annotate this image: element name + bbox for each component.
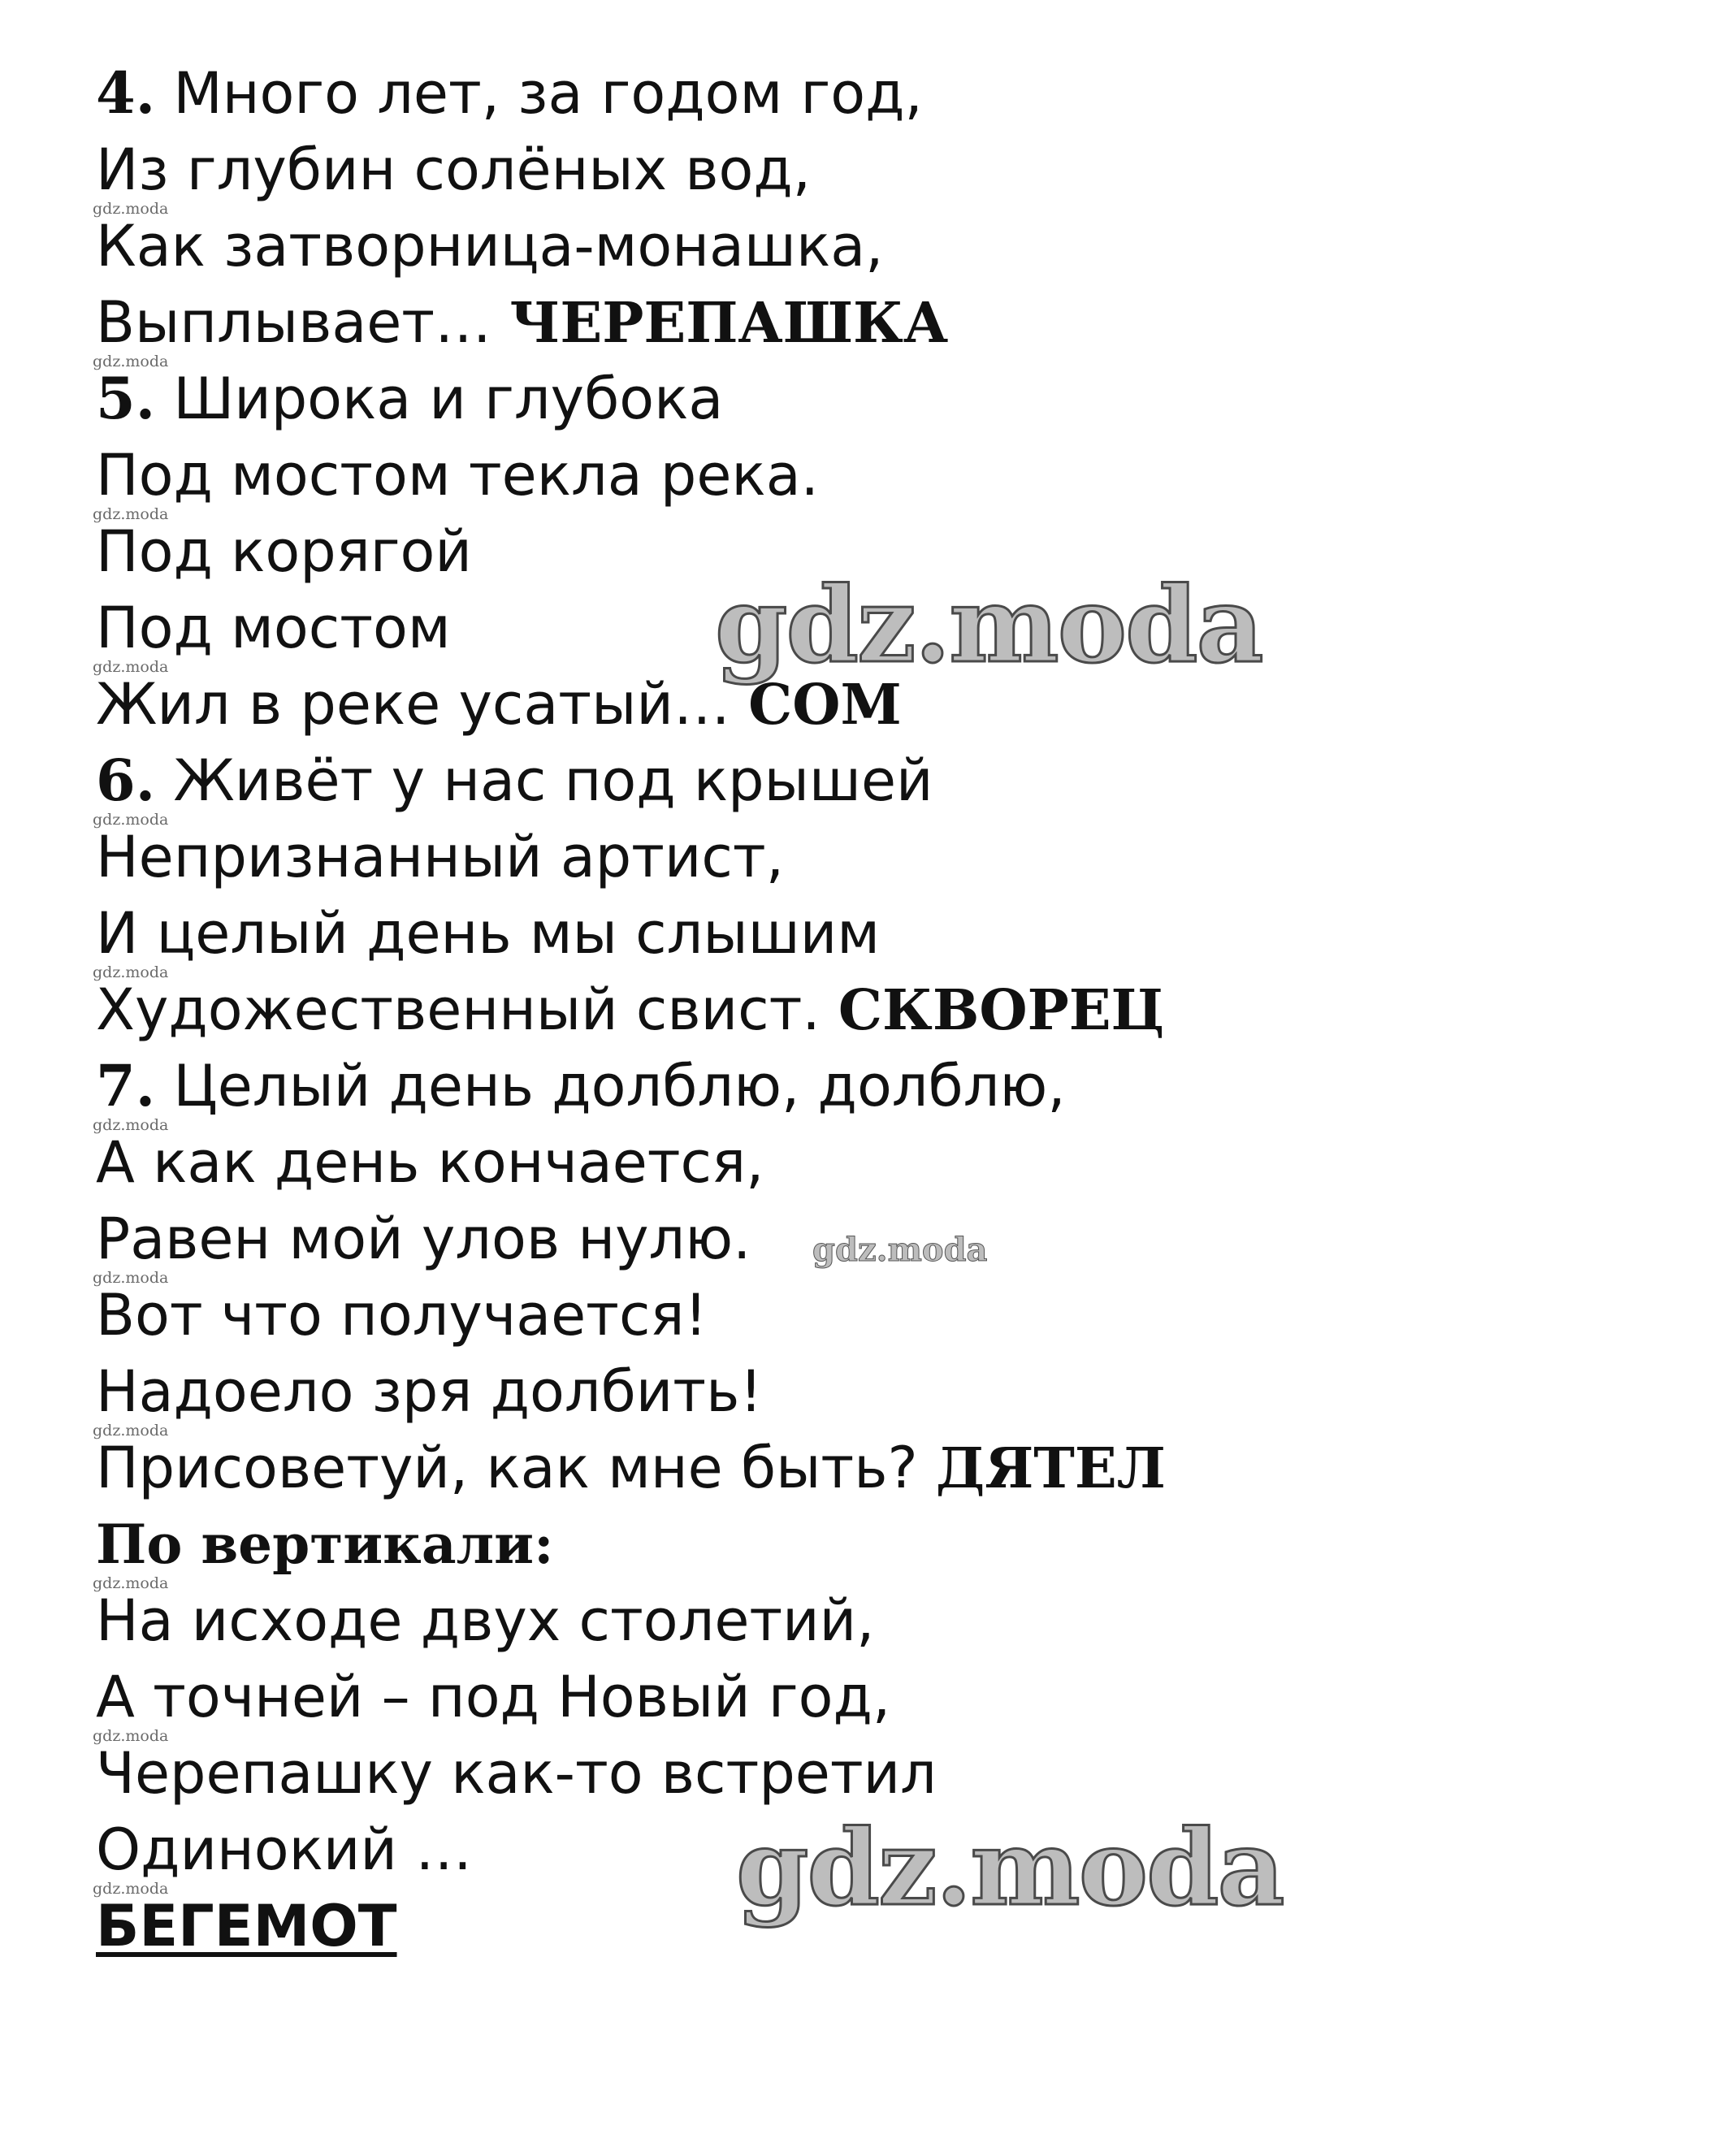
riddle-6-line-1: 6. Живёт у нас под крышей xyxy=(96,747,933,814)
watermark-small: gdz.moda xyxy=(93,1727,169,1745)
answer-dyatel: ДЯТЕЛ xyxy=(935,1436,1166,1501)
riddle-number: 5. xyxy=(96,365,156,432)
riddle-5-line-1: 5. Широка и глубока xyxy=(96,365,724,432)
riddle-number: 4. xyxy=(96,59,156,127)
riddle-4-line-3: Как затворница-монашка, xyxy=(96,213,884,279)
answer-skvorets: СКВОРЕЦ xyxy=(838,978,1165,1043)
riddle-4-line-1: 4. Много лет, за годом год, xyxy=(96,59,923,127)
riddle-5-line-5: Жил в реке усатый… СОМ xyxy=(96,671,902,738)
riddle-7-line-6: Присоветуй, как мне быть? ДЯТЕЛ xyxy=(96,1435,1166,1501)
watermark-small: gdz.moda xyxy=(93,963,169,981)
watermark-small: gdz.moda xyxy=(93,1116,169,1134)
watermark-large: gdz.moda xyxy=(715,565,1262,686)
riddle-number: 6. xyxy=(96,747,156,814)
watermark-small: gdz.moda xyxy=(93,1422,169,1439)
watermark-small: gdz.moda xyxy=(93,658,169,676)
riddle-7-line-1: 7. Целый день долблю, долблю, xyxy=(96,1052,1066,1119)
riddle-number: 7. xyxy=(96,1052,156,1119)
watermark-small: gdz.moda xyxy=(93,1880,169,1898)
vertical-line-3: Черепашку как-то встретил xyxy=(96,1740,937,1807)
riddle-5-line-4: Под мостом xyxy=(96,595,451,661)
vertical-line-4: Одинокий … xyxy=(96,1816,473,1883)
answer-som: СОМ xyxy=(748,673,902,738)
watermark-small: gdz.moda xyxy=(93,505,169,523)
watermark-small: gdz.moda xyxy=(93,353,169,370)
watermark-large: gdz.moda xyxy=(736,1807,1284,1929)
riddle-5-line-3: Под корягой xyxy=(96,518,472,585)
riddle-7-line-2: А как день кончается, xyxy=(96,1129,764,1196)
watermark-medium: gdz.moda xyxy=(812,1231,988,1269)
riddle-6-line-4: Художественный свист. СКВОРЕЦ xyxy=(96,976,1165,1043)
watermark-small: gdz.moda xyxy=(93,200,169,218)
riddle-6-line-3: И целый день мы слышим xyxy=(96,900,880,967)
vertical-line-2: А точней – под Новый год, xyxy=(96,1664,891,1730)
riddle-4-line-4: Выплывает… ЧЕРЕПАШКА xyxy=(96,289,949,356)
riddle-6-line-2: Непризнанный артист, xyxy=(96,824,784,890)
watermark-small: gdz.moda xyxy=(93,1574,169,1592)
watermark-small: gdz.moda xyxy=(93,1269,169,1287)
answer-begemot: БЕГЕМОТ xyxy=(96,1893,397,1959)
riddle-4-line-2: Из глубин солёных вод, xyxy=(96,136,812,203)
riddle-7-line-3: Равен мой улов нулю. xyxy=(96,1206,751,1272)
riddle-5-line-2: Под мостом текла река. xyxy=(96,442,819,509)
vertical-heading: По вертикали: xyxy=(96,1513,554,1576)
riddle-7-line-5: Надоело зря долбить! xyxy=(96,1358,763,1425)
watermark-small: gdz.moda xyxy=(93,811,169,829)
answer-cherepashka: ЧЕРЕПАШКА xyxy=(509,291,949,356)
riddle-7-line-4: Вот что получается! xyxy=(96,1282,708,1349)
vertical-line-1: На исходе двух столетий, xyxy=(96,1587,875,1654)
